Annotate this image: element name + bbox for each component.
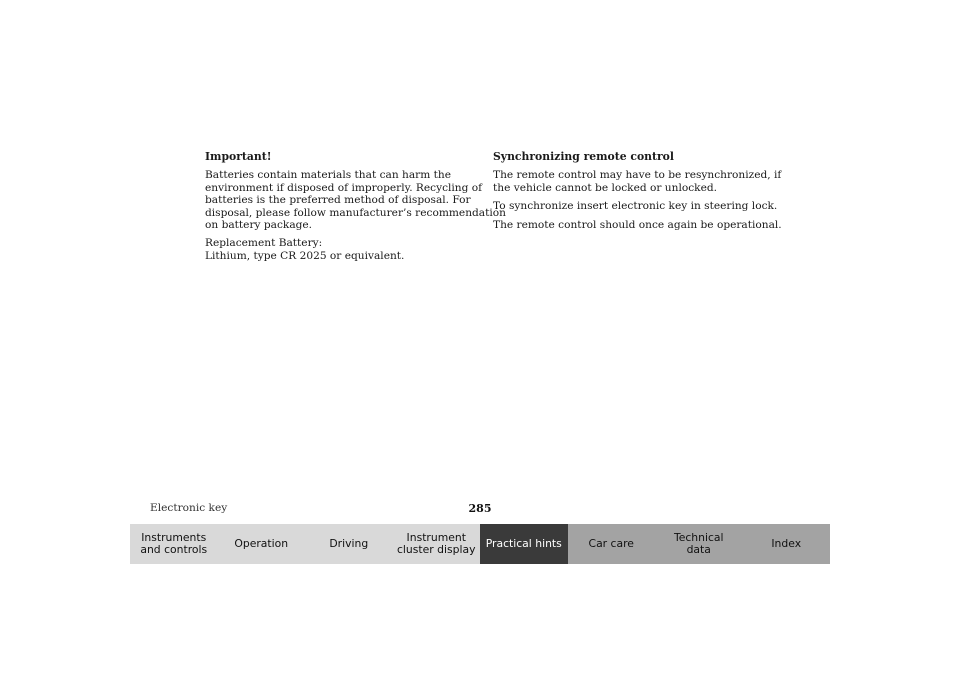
tab-label: Operation (234, 536, 289, 550)
replacement-battery-paragraph (205, 237, 470, 262)
tab-label: cluster display (397, 543, 476, 556)
text-line: batteries is the preferred method of disposal. For (205, 194, 471, 207)
tab-operation[interactable] (218, 524, 306, 564)
tab-instruments-and-controls[interactable] (130, 524, 218, 564)
tab-label: data (686, 543, 711, 556)
tab-car-care[interactable] (568, 524, 656, 564)
text-line: Lithium, type CR 2025 or equivalent. (205, 249, 405, 262)
tab-practical-hints[interactable] (480, 524, 568, 564)
tab-label: Technical (673, 530, 724, 544)
text-line: To synchronize insert electronic key in steering lock. (493, 200, 778, 213)
tab-label: Driving (329, 536, 369, 550)
text-line: The remote control should once again be operational. (493, 218, 782, 231)
tab-label: Car care (588, 536, 634, 550)
left-column (205, 150, 506, 268)
tab-label: Instruments (141, 530, 207, 544)
page-number: 285 (468, 502, 492, 515)
battery-disposal-paragraph (205, 169, 506, 232)
footer-section-title: Electronic key (150, 502, 228, 514)
text-line: disposal, please follow manufacturer’s recommendation (205, 206, 506, 219)
synchronize-instruction-paragraph (493, 200, 778, 213)
resync-paragraph (493, 169, 782, 194)
tab-label: Instrument (406, 530, 466, 544)
text-line: environment if disposed of improperly. Recycling of (205, 181, 483, 194)
tab-index[interactable] (743, 524, 831, 564)
tab-label: Practical hints (485, 536, 562, 550)
important-heading: Important! (205, 150, 272, 163)
tab-instrument-cluster-display[interactable] (393, 524, 481, 564)
operational-paragraph (493, 218, 782, 231)
tab-driving[interactable] (305, 524, 393, 564)
text-line: the vehicle cannot be locked or unlocked. (493, 181, 717, 194)
text-line: Batteries contain materials that can harm the (205, 169, 451, 182)
tab-label: Index (771, 536, 802, 550)
text-line: The remote control may have to be resynchronized, if (493, 169, 782, 182)
right-column (493, 150, 782, 237)
chapter-nav-bar (130, 524, 830, 564)
text-line: on battery package. (205, 219, 313, 232)
synchronizing-heading: Synchronizing remote control (493, 150, 674, 163)
tab-label: and controls (140, 543, 208, 556)
text-line: Replacement Battery: (205, 237, 323, 250)
tab-technical-data[interactable] (655, 524, 743, 564)
